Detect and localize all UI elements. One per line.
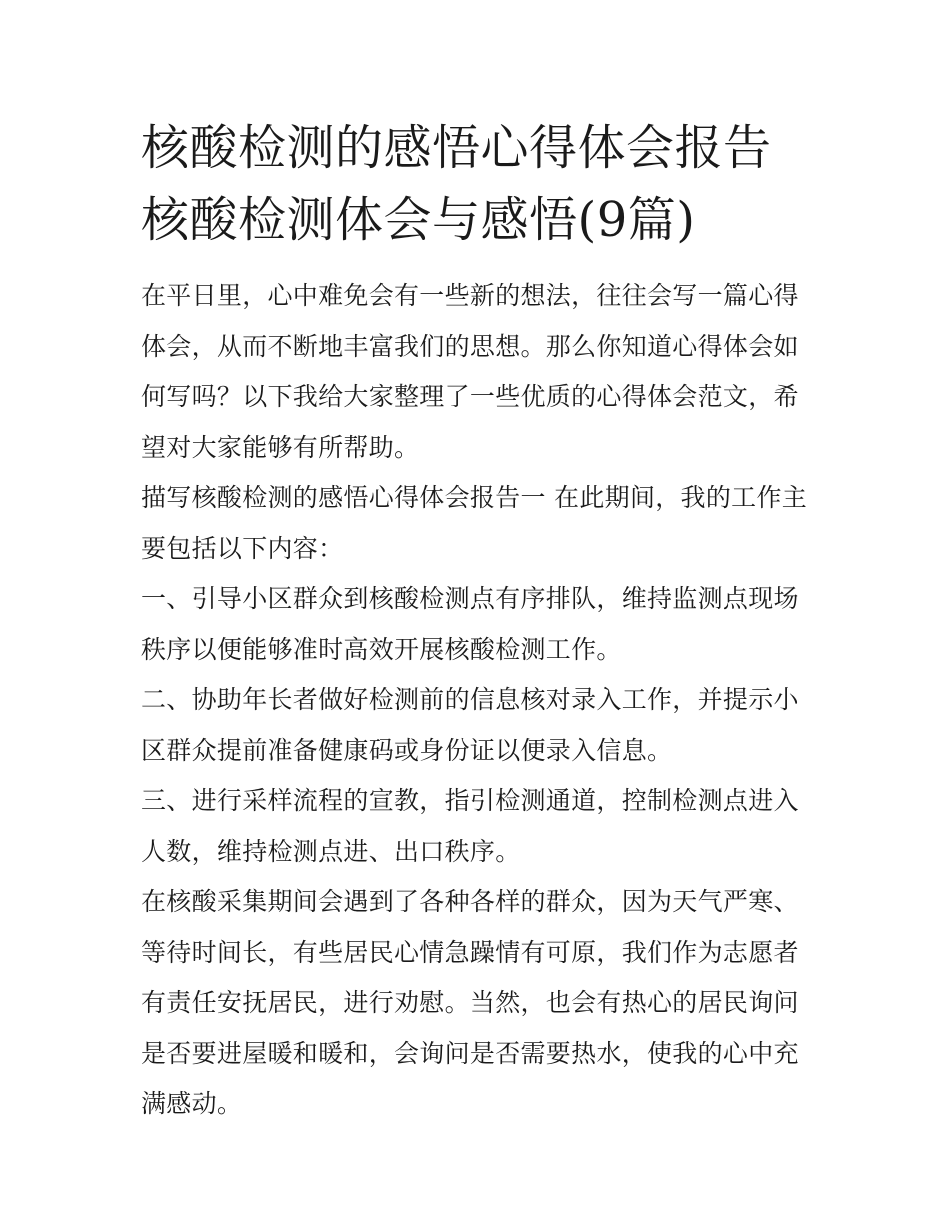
paragraph-item-1: 一、引导小区群众到核酸检测点有序排队，维持监测点现场秩序以便能够准时高效开展核酸检测工作。 — [141, 584, 799, 664]
title-line-2: 核酸检测体会与感悟(9篇) — [141, 192, 696, 248]
paragraph-item-3: 三、进行采样流程的宣教，指引检测通道，控制检测点进入人数，维持检测点进、出口秩序。 — [141, 786, 799, 866]
document-body — [141, 271, 821, 1130]
paragraph-item-2: 二、协助年长者做好检测前的信息核对录入工作，并提示小区群众提前准备健康码或身份证以便录入信息。 — [141, 685, 799, 765]
document-content — [141, 112, 821, 1130]
paragraph-reflection: 在核酸采集期间会遇到了各种各样的群众，因为天气严寒、等待时间长，有些居民心情急躁情有可原，我们作为志愿者有责任安抚居民，进行劝慰。当然，也会有热心的居民询问是否要进屋暖和暖和，会询问是否需要热水，使我的心中充满感动。 — [141, 887, 799, 1118]
title-line-1: 核酸检测的感悟心得体会报告 — [141, 120, 772, 176]
paragraph-intro: 在平日里，心中难免会有一些新的想法，往往会写一篇心得体会，从而不断地丰富我们的思想。那么你知道心得体会如何写吗？以下我给大家整理了一些优质的心得体会范文，希望对大家能够有所帮助。 — [141, 281, 799, 462]
paragraph-report-one: 描写核酸检测的感悟心得体会报告一 在此期间，我的工作主要包括以下内容： — [141, 483, 808, 563]
document-title — [141, 112, 821, 256]
